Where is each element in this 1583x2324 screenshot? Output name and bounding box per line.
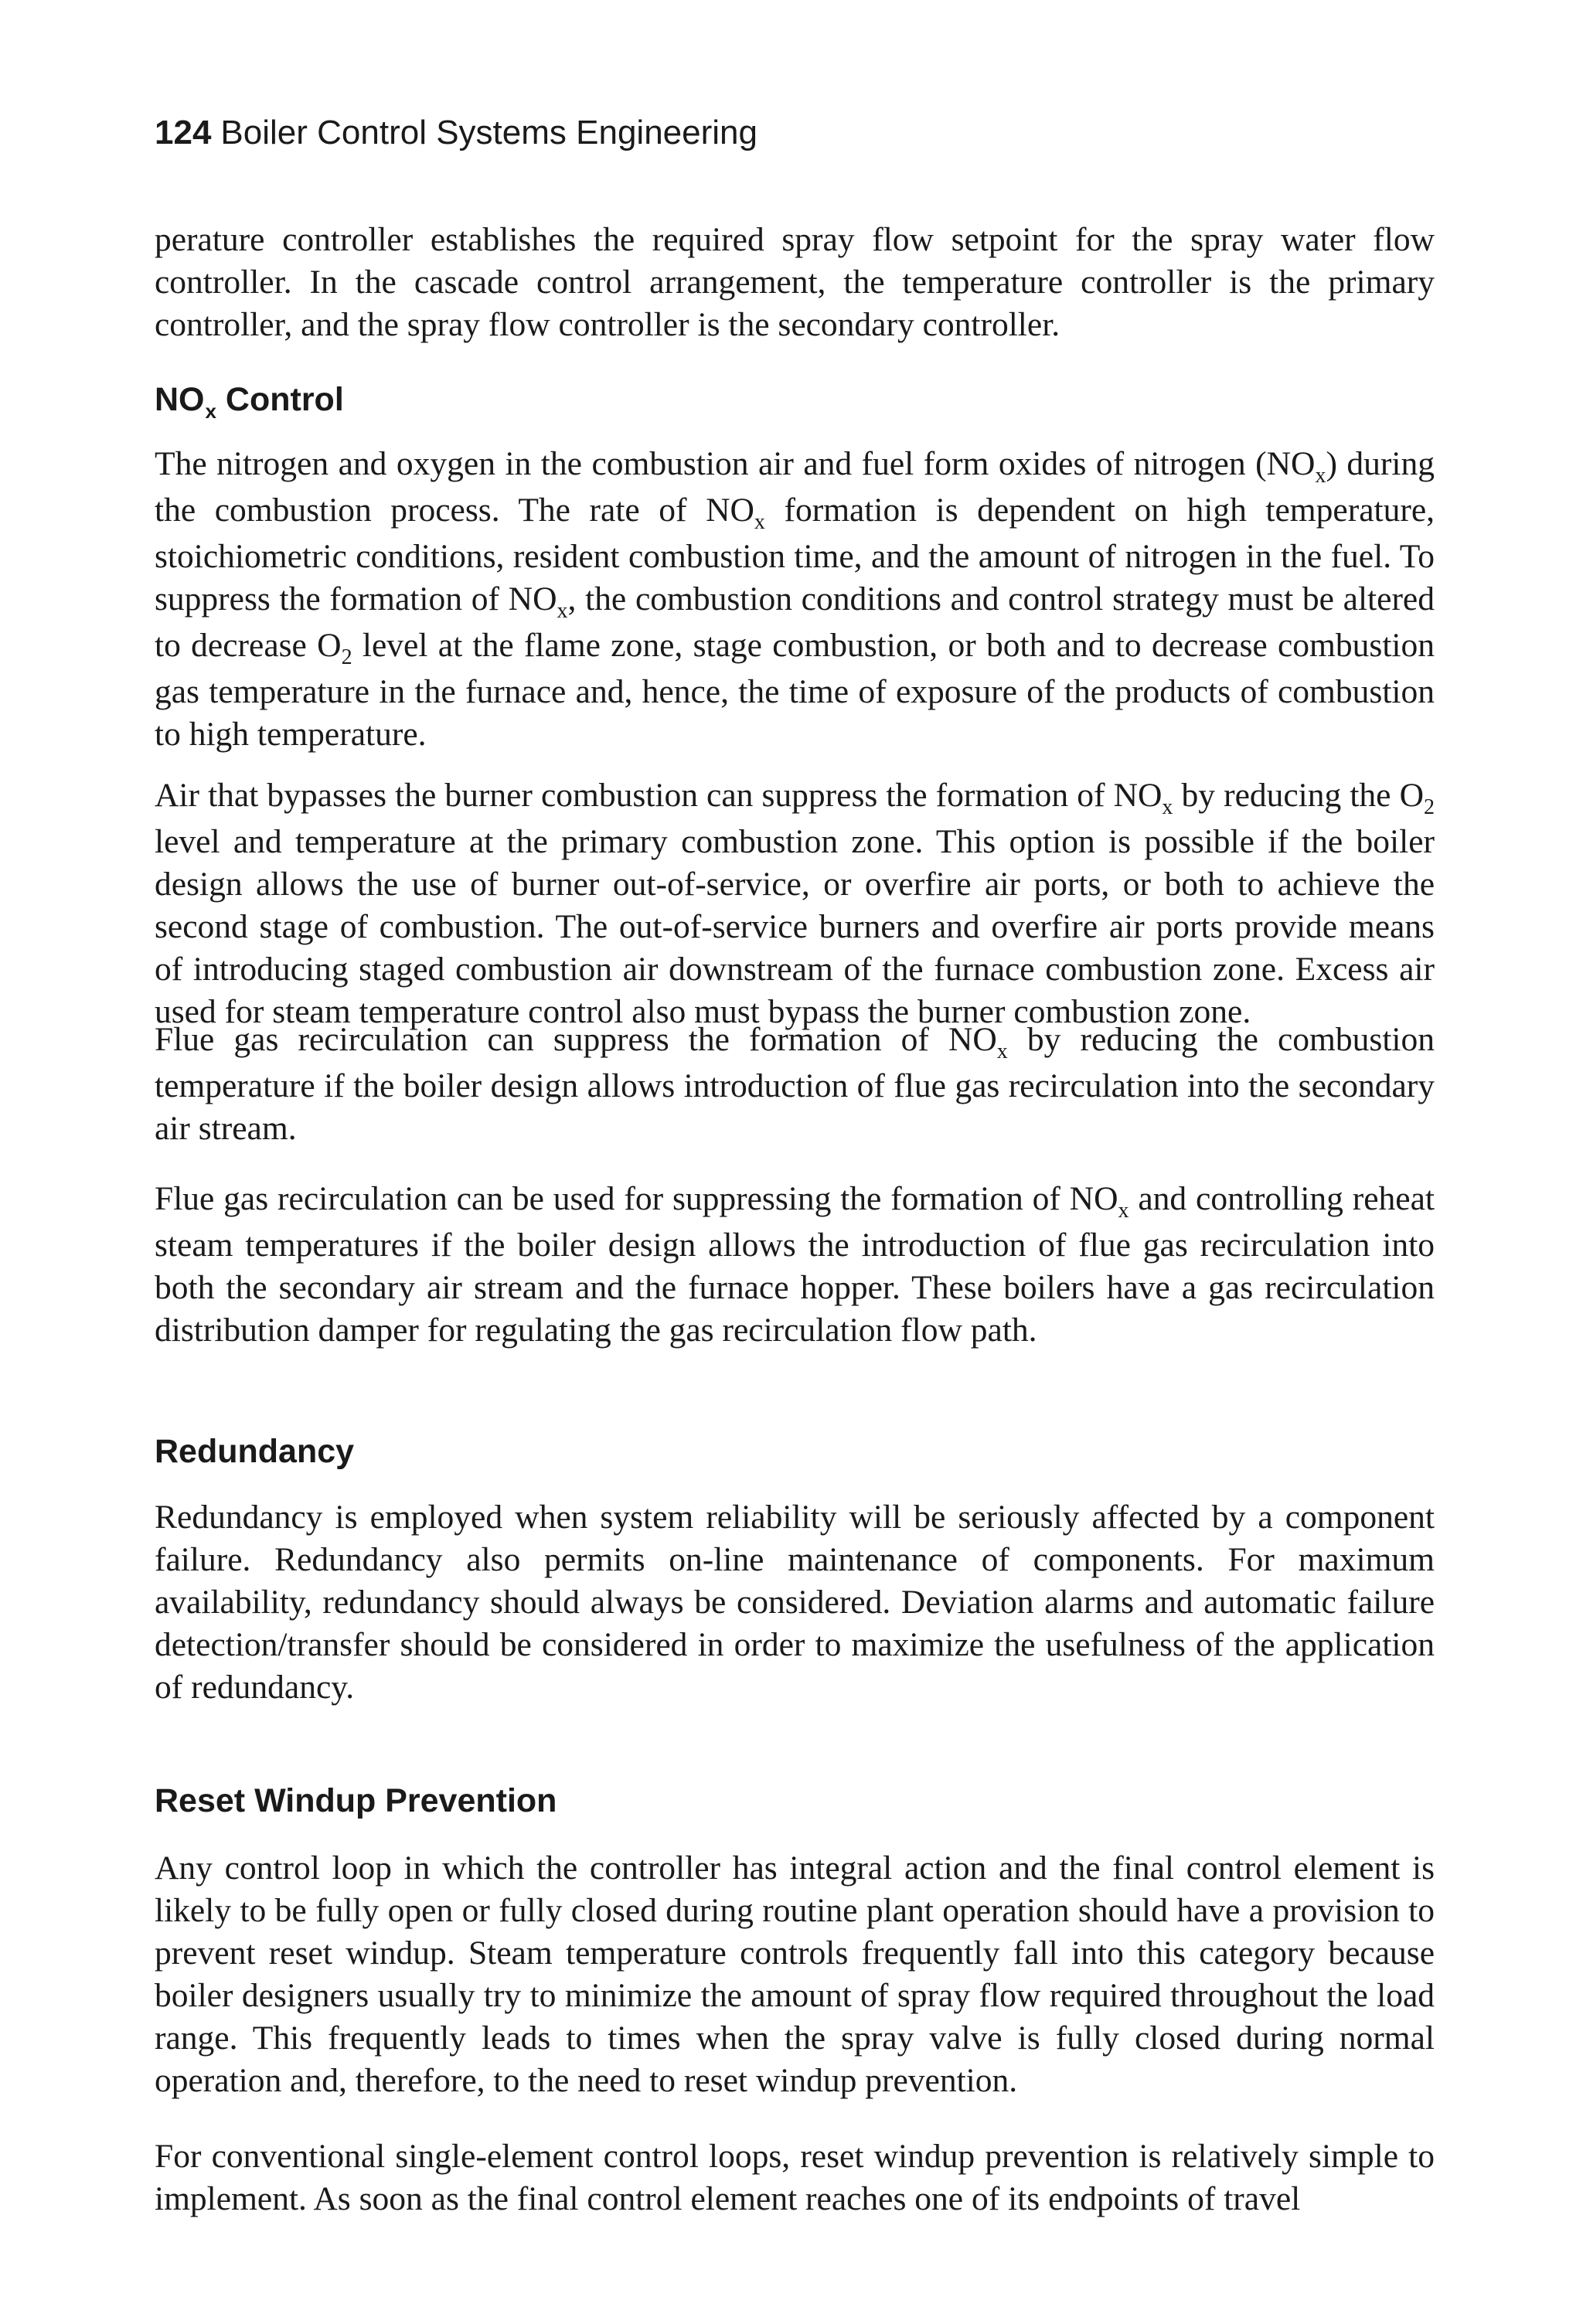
nox-paragraph-4: Flue gas recirculation can be used for suppressing the formation of $NO_x$ and controlling reheat steam temperatures if the boiler design allows the introduction of flue gas recirculation into both the secondary air stream and the furnace hopper. These boilers have a gas recirculation distribution damper for regulating the gas recirculation flow path. (155, 1180, 1435, 1349)
heading-nox-subscript: x (205, 400, 216, 423)
running-head (155, 116, 757, 150)
page-number: 124 (155, 114, 212, 151)
reset-windup-heading: Reset Windup Prevention (155, 1782, 557, 1819)
redundancy-heading: Redundancy (155, 1433, 355, 1470)
subscript: x (754, 510, 765, 534)
redundancy-paragraph: Redundancy is employed when system reliability will be seriously affected by a component failure. Redundancy also permits on-line maintenance of components. For maximum availability, redundancy should always be considered. Deviation alarms and automatic failure detection/transfer should be considered in order to maximize the usefulness of the application of redundancy. (155, 1499, 1435, 1706)
subscript: 2 (1424, 795, 1435, 819)
nox-paragraph-3: Flue gas recirculation can suppress the formation of $NO_x$ by reducing the combustion temperature if the boiler design allows introduction of flue gas recirculation into the secondary air stream. (155, 1021, 1435, 1147)
book-title: Boiler Control Systems Engineering (220, 114, 757, 151)
reset-paragraph-1: Any control loop in which the controller has integral action and the final control element is likely to be fully open or fully closed during routine plant operation should have a provision to prevent reset windup. Steam temperature controls frequently fall into this category because boiler designers usually try to minimize the amount of spray flow required throughout the load range. This frequently leads to times when the spray valve is fully closed during normal operation and, therefore, to the need to reset windup prevention. (155, 1849, 1435, 2099)
nox-paragraph-1: The nitrogen and oxygen in the combustion air and fuel form oxides of nitrogen $(NO_x)$ during the combustion process. The rate of $NO_x$ formation is dependent on high temperature, stoichiometric conditions, resident combustion time, and the amount of nitrogen in the fuel. To suppress the formation of $NO_x$, the combustion conditions and control strategy must be altered to decrease $O_2$ level at the flame zone, stage combustion, or both and to decrease combustion gas temperature in the furnace and, hence, the time of exposure of the products of combustion to high temperature. (155, 445, 1435, 753)
heading-nox-main: NO (155, 381, 205, 418)
nox-paragraph-2: Air that bypasses the burner combustion can suppress the formation of $NO_x$ by reducing the $O_2$ level and temperature at the primary combustion zone. This option is possible if the boiler design allows the use of burner out-of-service, or overfire air ports, or both to achieve the second stage of combustion. The out-of-service burners and overfire air ports provide means of introducing staged combustion air downstream of the furnace combustion zone. Excess air used for steam temperature control also must bypass the burner combustion zone. (155, 777, 1435, 1030)
subscript: x (996, 1040, 1008, 1063)
subscript: x (1162, 795, 1173, 819)
subscript: x (557, 599, 568, 623)
subscript: x (1118, 1199, 1129, 1223)
reset-paragraph-2: For conventional single-element control loops, reset windup prevention is relatively simple to implement. As soon as the final control element reaches one of its endpoints of travel (155, 2138, 1435, 2217)
continuation-paragraph: perature controller establishes the required spray flow setpoint for the spray water flow controller. In the cascade control arrangement, the temperature controller is the primary controller, and the spray flow controller is the secondary controller. (155, 221, 1435, 343)
nox-control-heading (155, 381, 344, 423)
subscript: 2 (341, 645, 352, 669)
heading-nox-rest: Control (216, 381, 344, 418)
subscript: x (1315, 464, 1326, 488)
